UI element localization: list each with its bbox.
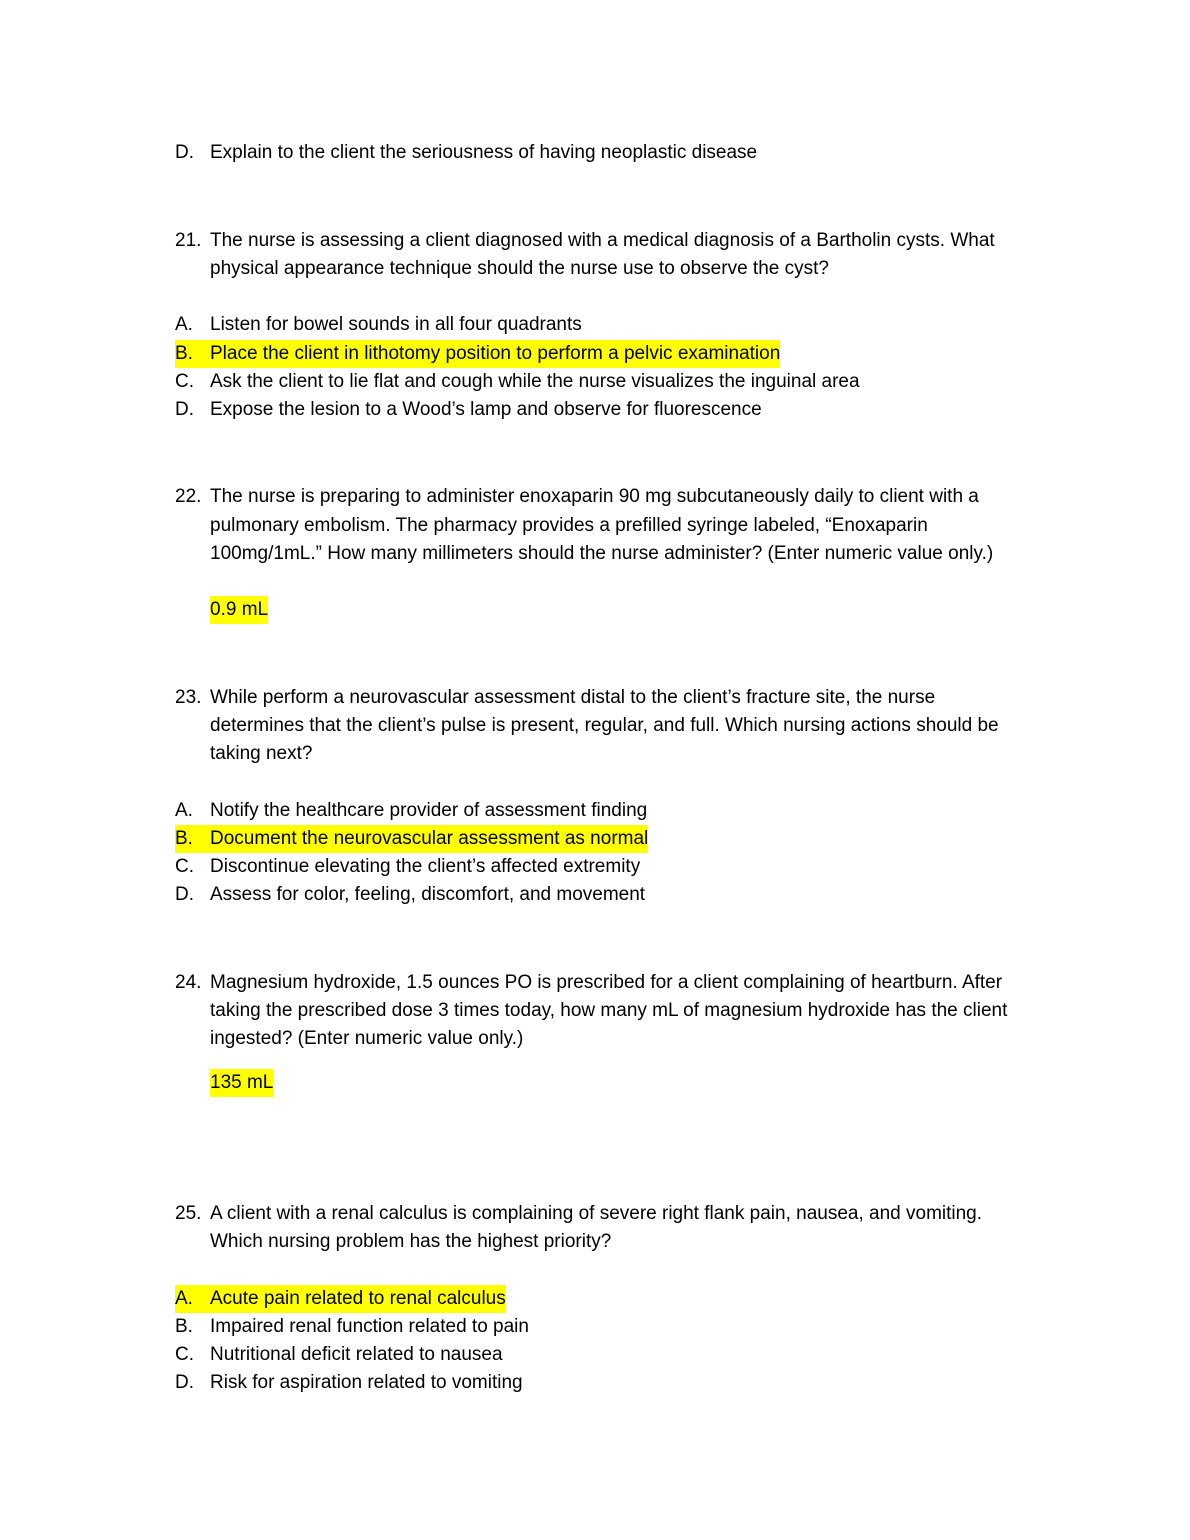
question-stem-text: The nurse is assessing a client diagnosed with a medical diagnosis of a Bartholin cysts. What (210, 230, 995, 251)
question-22-stem-line-2 (175, 512, 1045, 540)
question-25-option-a-correct (175, 1285, 1045, 1313)
question-25-stem-line-2 (175, 1228, 1045, 1256)
option-text: Impaired renal function related to pain (210, 1316, 529, 1337)
highlighted-answer-text: Document the neurovascular assessment as normal (210, 825, 648, 853)
highlighted-answer-text: 0.9 mL (210, 596, 268, 624)
question-stem-text: taking next? (210, 743, 313, 764)
option-letter: B. (175, 825, 210, 853)
option-text: Risk for aspiration related to vomiting (210, 1372, 523, 1393)
option-text: Assess for color, feeling, discomfort, and movement (210, 884, 646, 905)
question-22-stem-line-3 (175, 540, 1045, 568)
option-text: Discontinue elevating the client’s affected extremity (210, 856, 641, 877)
question-21-stem-line-2 (175, 255, 1045, 283)
option-text: Ask the client to lie flat and cough while the nurse visualizes the inguinal area (210, 371, 860, 392)
question-stem-text: The nurse is preparing to administer enoxaparin 90 mg subcutaneously daily to client with a (210, 486, 979, 507)
option-letter: C. (175, 856, 194, 877)
question-number: 22. (175, 486, 202, 507)
option-text: Nutritional deficit related to nausea (210, 1344, 503, 1365)
question-number: 25. (175, 1203, 202, 1224)
question-23-stem-line-2 (175, 712, 1045, 740)
question-23-option-c (175, 853, 1045, 881)
option-letter: C. (175, 371, 194, 392)
question-stem-text: While perform a neurovascular assessment distal to the client’s fracture site, the nurse (210, 687, 936, 708)
question-24-stem-line-3 (175, 1025, 1045, 1053)
question-number: 23. (175, 687, 202, 708)
option-letter: D. (175, 884, 194, 905)
question-23-option-b-correct (175, 825, 1045, 853)
highlighted-answer-text: 135 mL (210, 1069, 273, 1097)
question-23-option-a (175, 797, 1045, 825)
option-text: Explain to the client the seriousness of having neoplastic disease (210, 142, 758, 163)
question-stem-text: taking the prescribed dose 3 times today, how many mL of magnesium hydroxide has the client (210, 1000, 1008, 1021)
question-23-option-d (175, 881, 1045, 909)
question-stem-text: pulmonary embolism. The pharmacy provides a prefilled syringe labeled, “Enoxaparin (210, 515, 928, 536)
option-text: Notify the healthcare provider of assessment finding (210, 800, 648, 821)
question-25-stem-line-1 (175, 1200, 1045, 1228)
question-24-answer (175, 1069, 1045, 1097)
option-letter: A. (175, 314, 193, 335)
highlighted-answer-text: Acute pain related to renal calculus (210, 1285, 506, 1313)
question-stem-text: A client with a renal calculus is complaining of severe right flank pain, nausea, and vomiting. (210, 1203, 983, 1224)
question-21-option-a (175, 311, 1045, 339)
option-letter: D. (175, 142, 194, 163)
option-letter: C. (175, 1344, 194, 1365)
question-21-stem-line-1 (175, 227, 1045, 255)
option-letter: A. (175, 800, 193, 821)
question-21-option-c (175, 368, 1045, 396)
option-letter: D. (175, 1372, 194, 1393)
question-21-option-b-correct (175, 340, 1045, 368)
question-stem-text: ingested? (Enter numeric value only.) (210, 1028, 524, 1049)
question-21-option-d (175, 396, 1045, 424)
highlighted-answer-text: Place the client in lithotomy position to perform a pelvic examination (210, 340, 780, 368)
question-stem-text: determines that the client’s pulse is present, regular, and full. Which nursing actions should be (210, 715, 999, 736)
question-22-stem-line-1 (175, 483, 1045, 511)
option-text: Expose the lesion to a Wood’s lamp and observe for fluorescence (210, 399, 762, 420)
option-letter: A. (175, 1285, 210, 1313)
question-number: 21. (175, 230, 202, 251)
question-23-stem-line-3 (175, 740, 1045, 768)
option-letter: B. (175, 1316, 193, 1337)
question-stem-text: physical appearance technique should the nurse use to observe the cyst? (210, 258, 829, 279)
option-line (175, 139, 1045, 167)
question-stem-text: Which nursing problem has the highest priority? (210, 1231, 612, 1252)
option-text: Listen for bowel sounds in all four quadrants (210, 314, 582, 335)
option-letter: B. (175, 340, 210, 368)
question-24-stem-line-2 (175, 997, 1045, 1025)
option-letter: D. (175, 399, 194, 420)
question-25-option-b (175, 1313, 1045, 1341)
question-22-answer (175, 596, 1045, 624)
question-24-stem-line-1 (175, 969, 1045, 997)
question-25-option-d (175, 1369, 1045, 1397)
question-25-option-c (175, 1341, 1045, 1369)
question-number: 24. (175, 972, 202, 993)
question-23-stem-line-1 (175, 684, 1045, 712)
question-stem-text: Magnesium hydroxide, 1.5 ounces PO is prescribed for a client complaining of heartburn. After (210, 972, 1003, 993)
question-stem-text: 100mg/1mL.” How many millimeters should the nurse administer? (Enter numeric value only.) (210, 543, 994, 564)
